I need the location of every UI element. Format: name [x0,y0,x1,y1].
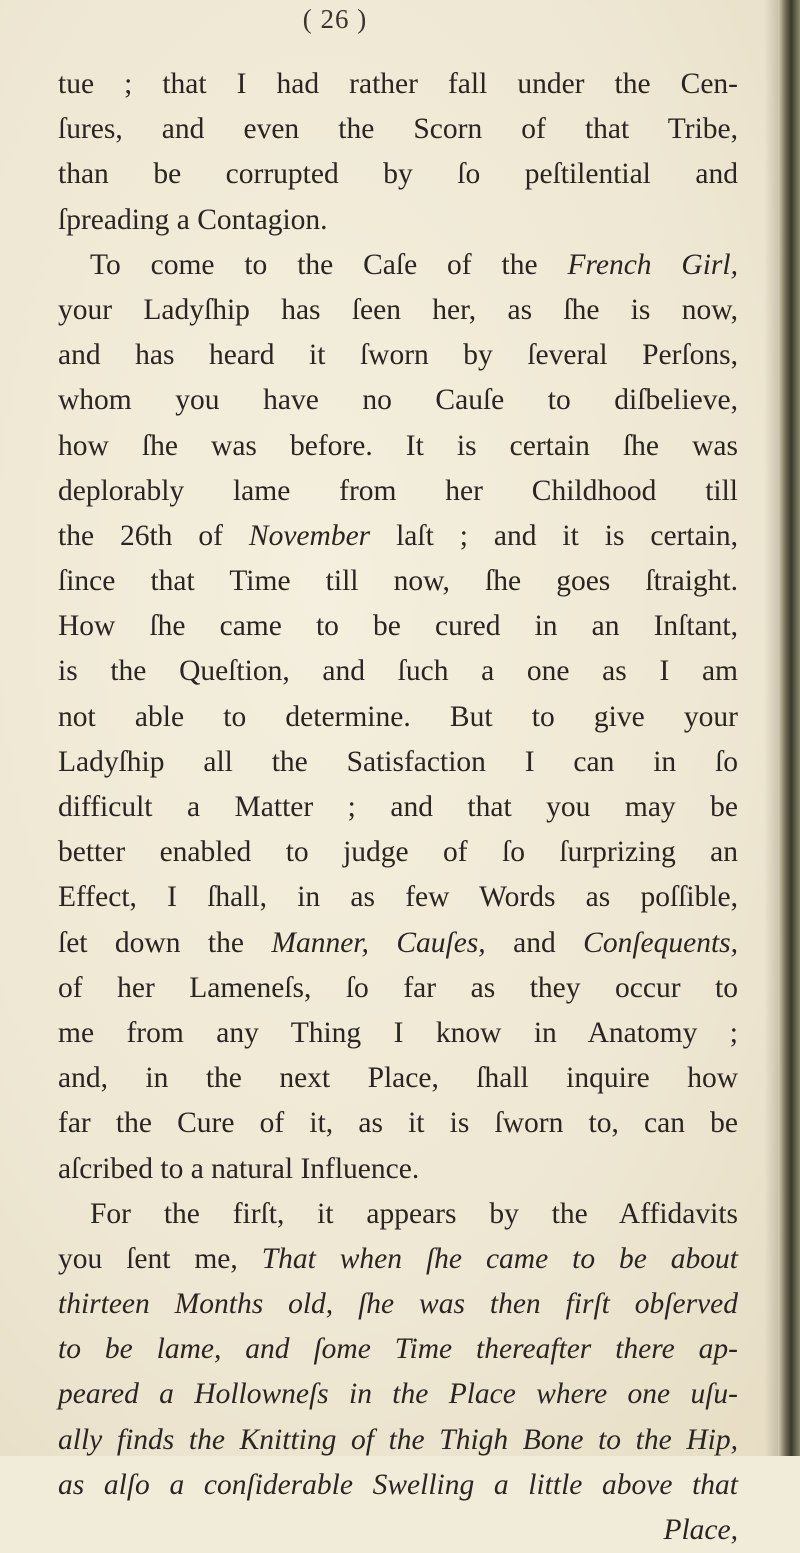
italic-text: ally finds the Knitting of the Thigh Bone to the Hip, [58,1423,738,1456]
text-segment: ſet down the [58,926,272,959]
gutter-shadow [764,0,778,1456]
text-segment: the 26th of [58,519,249,552]
text-line [58,875,738,920]
text-segment: better enabled to judge of ſo ſurprizing an [58,836,738,869]
text-line [58,333,738,378]
text-line [58,740,738,785]
italic-text: Conſequents, [583,926,739,959]
text-segment: how ſhe was before. It is certain ſhe was [58,429,738,462]
text-segment: laſt ; and it is certain, [370,519,738,552]
text-segment: and, in the next Place, ſhall inquire how [58,1062,738,1095]
text-segment: deplorably lame from her Childhood till [58,474,738,507]
text-line [58,695,738,740]
text-segment: difficult a Matter ; and that you may be [58,791,738,823]
italic-text: to be lame, and ſome Time thereafter there ap- [58,1333,738,1366]
text-segment: tue ; that I had rather fall under the Cen- [58,68,738,100]
text-segment: you ſent me, [58,1242,262,1275]
text-line [58,1418,738,1463]
text-line [58,152,738,197]
text-segment: of her Lameneſs, ſo far as they occur to [58,971,738,1004]
book-binding-edge [778,0,800,1456]
text-line [58,378,738,423]
text-line [58,785,738,830]
italic-text: French Girl, [567,248,738,281]
text-line [58,514,738,559]
text-segment: ſures, and even the Scorn of that Tribe, [58,113,738,146]
text-line [58,288,738,333]
text-line [58,1011,738,1056]
text-line [58,1056,738,1101]
text-segment: To come to the Caſe of the [90,248,568,281]
text-line [58,559,738,604]
text-segment: ſpreading a Contagion. [58,203,328,236]
text-segment: and [485,926,584,959]
text-line [58,1372,738,1417]
text-segment: than be corrupted by ſo peſtilential and [58,158,738,191]
text-segment: not able to determine. But to give your [58,700,738,733]
italic-text: thirteen Months old, ſhe was then firſt obſerved [58,1288,738,1321]
text-line [58,604,738,649]
text-line [58,424,738,469]
text-line [58,1508,738,1553]
text-line [58,830,738,875]
text-line [58,966,738,1011]
body-text [58,62,738,1553]
text-segment: Effect, I ſhall, in as few Words as poſſible, [58,881,738,914]
italic-text: Manner, [271,926,369,959]
text-segment: whom you have no Cauſe to diſbelieve, [58,384,738,417]
text-segment: far the Cure of it, as it is ſworn to, can be [58,1107,738,1140]
text-line [58,649,738,694]
italic-text: Place, [663,1514,738,1546]
text-segment: aſcribed to a natural Influence. [58,1152,420,1185]
italic-text: peared a Hollowneſs in the Place where one uſu- [58,1378,738,1411]
italic-text: Cauſes, [396,926,486,959]
text-segment: For the firſt, it appears by the Affidavits [90,1197,738,1230]
text-line [58,1327,738,1372]
text-line [58,1237,738,1282]
text-segment: your Ladyſhip has ſeen her, as ſhe is now, [58,293,738,326]
italic-text: That when ſhe came to be about [261,1242,738,1275]
text-line [58,469,738,514]
text-line [58,1282,738,1327]
text-line [58,107,738,152]
text-line [58,1101,738,1146]
text-line [58,62,738,107]
text-line [58,198,738,243]
text-segment: and has heard it ſworn by ſeveral Perſons, [58,339,738,372]
text-segment: me from any Thing I know in Anatomy ; [58,1016,738,1049]
italic-text: as alſo a conſiderable Swelling a little above that [58,1468,738,1501]
text-segment: ſince that Time till now, ſhe goes ſtraight. [58,565,738,598]
italic-text: November [248,519,371,552]
text-segment [369,927,396,959]
text-line [58,1463,738,1508]
text-line [58,1192,738,1237]
text-line [58,1147,738,1192]
text-segment: is the Queſtion, and ſuch a one as I am [58,655,738,688]
text-segment: How ſhe came to be cured in an Inſtant, [58,610,738,643]
page-number: ( 26 ) [302,4,368,34]
text-segment: Ladyſhip all the Satisfaction I can in ſo [58,745,738,778]
text-line [58,243,738,288]
text-line [58,921,738,966]
